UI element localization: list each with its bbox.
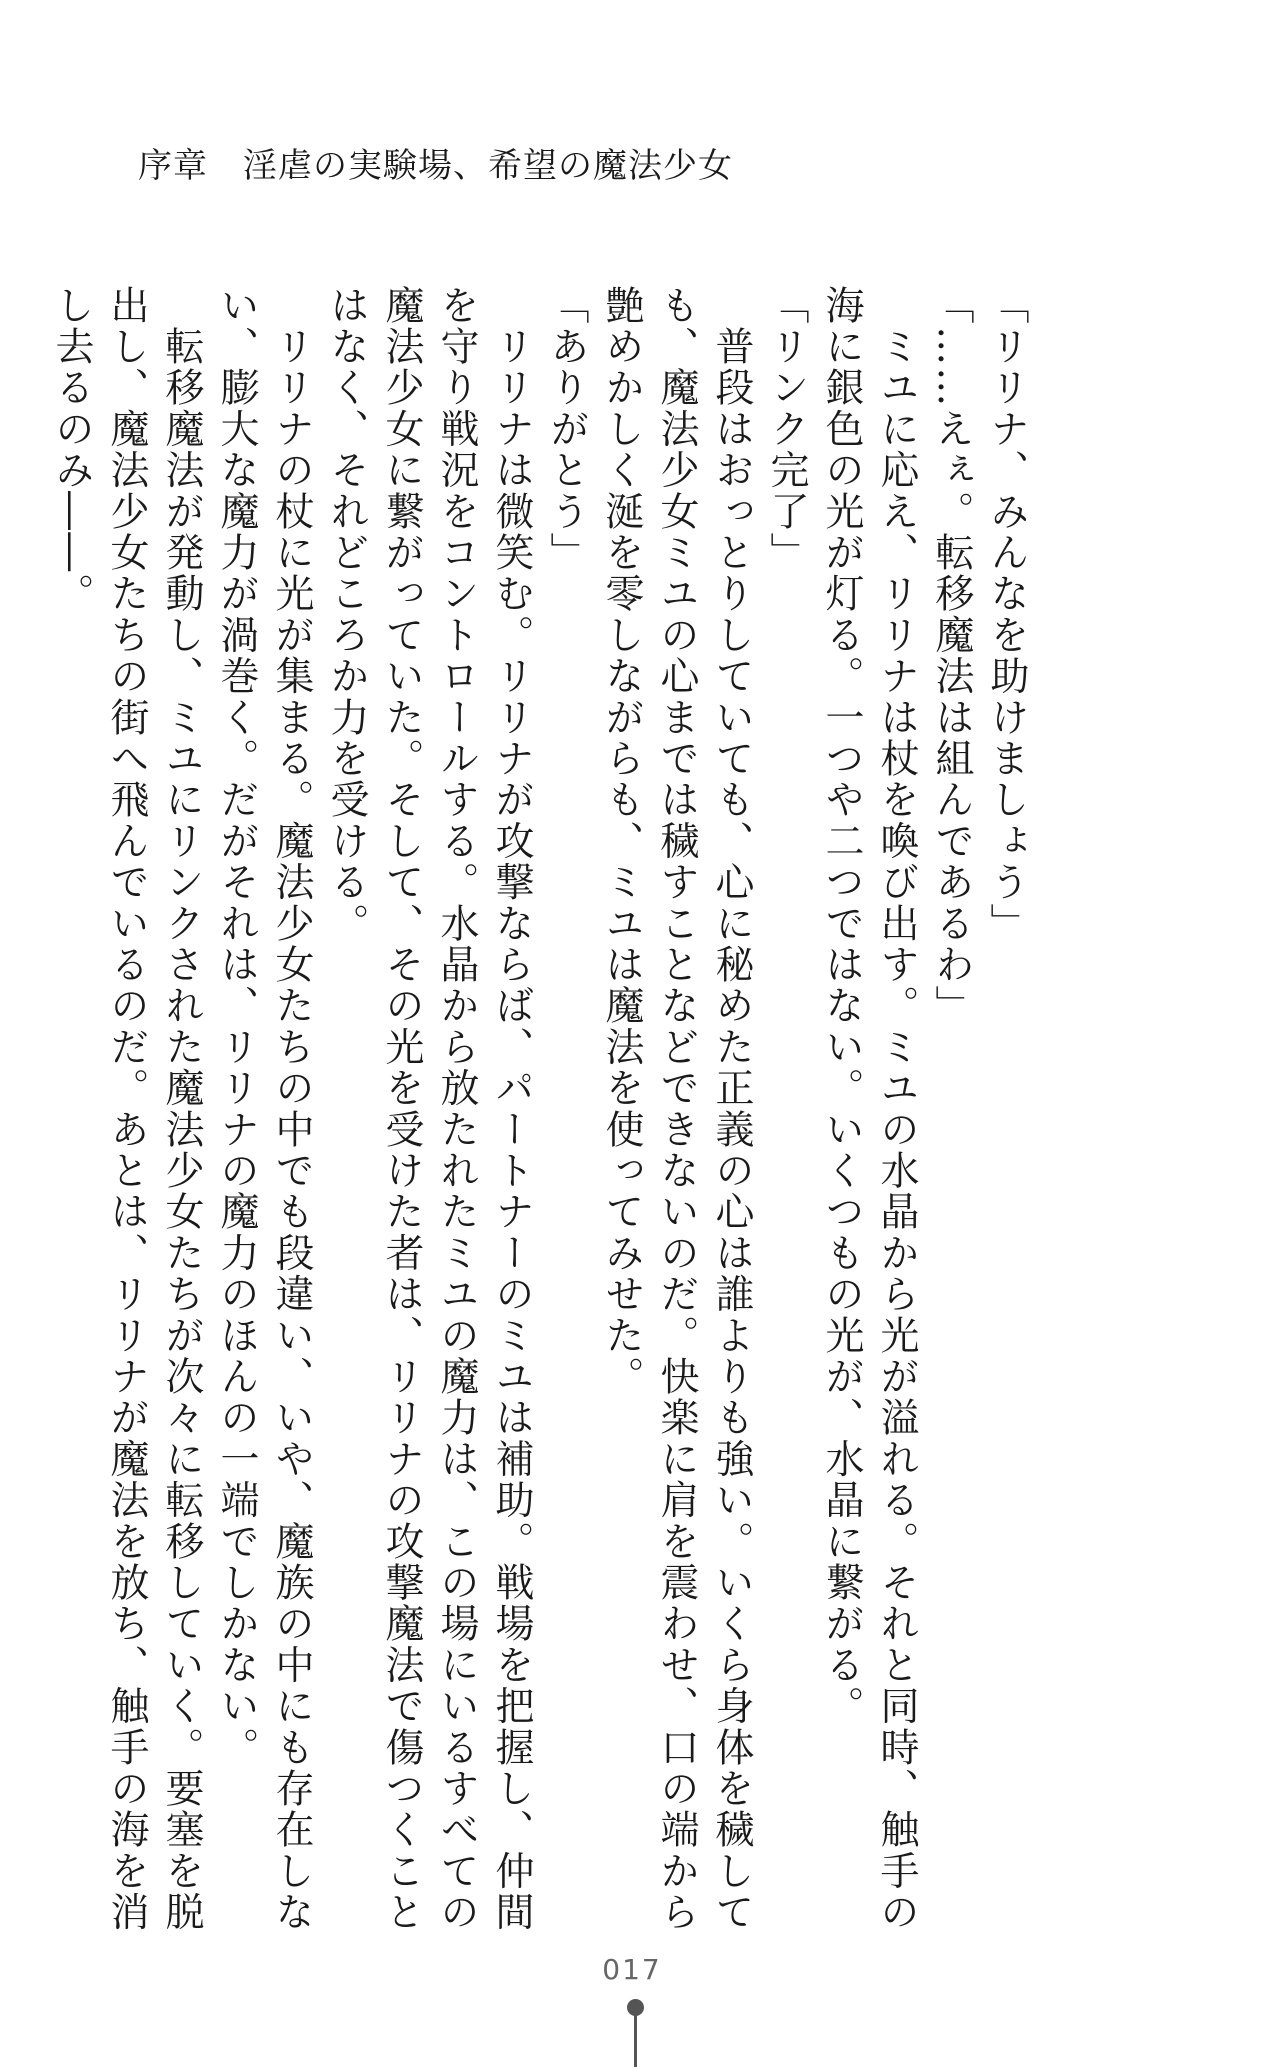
text-line: 転移魔法が発動し、ミユにリンクされた魔法少女たちが次々に転移していく。要塞を脱 — [159, 285, 204, 1933]
chapter-title: 序章 淫虐の実験場、希望の魔法少女 — [138, 146, 733, 186]
text-line: 普段はおっとりしていても、心に秘めた正義の心は誰よりも強い。いくら身体を穢して — [709, 285, 754, 1933]
text-line: リリナの杖に光が集まる。魔法少女たちの中でも段違い、いや、魔族の中にも存在しな — [269, 285, 314, 1933]
text-line: 「リンク完了」 — [764, 285, 809, 574]
body-text — [49, 285, 1034, 1933]
text-line: はなく、それどころか力を受ける。 — [324, 285, 369, 945]
text-line: 艶めかしく涎を零しながらも、ミユは魔法を使ってみせた。 — [599, 285, 644, 1398]
text-line: 魔法少女に繋がっていた。そして、その光を受けた者は、リリナの攻撃魔法で傷つくこと — [379, 285, 424, 1933]
text-line: も、魔法少女ミユの心までは穢すことなどできないのだ。快楽に肩を震わせ、口の端から — [654, 285, 699, 1933]
page-number: 017 — [602, 1953, 662, 1986]
text-line: 海に銀色の光が灯る。一つや二つではない。いくつもの光が、水晶に繋がる。 — [819, 285, 864, 1727]
text-line: い、膨大な魔力が渦巻く。だがそれは、リリナの魔力のほんの一端でしかない。 — [214, 285, 259, 1769]
text-line: ミユに応え、リリナは杖を喚び出す。ミユの水晶から光が溢れる。それと同時、触手の — [874, 285, 919, 1933]
text-line: 出し、魔法少女たちの街へ飛んでいるのだ。あとは、リリナが魔法を放ち、触手の海を消 — [104, 285, 149, 1933]
text-line: 「リリナ、みんなを助けましょう」 — [984, 285, 1029, 945]
text-line: し去るのみ――。 — [49, 285, 94, 615]
text-line: 「ありがとう」 — [544, 285, 589, 574]
page-footer — [0, 1953, 1264, 1986]
text-line: リリナは微笑む。リリナが攻撃ならば、パートナーのミユは補助。戦場を把握し、仲間 — [489, 285, 534, 1933]
text-line: を守り戦況をコントロールする。水晶から放たれたミユの魔力は、この場にいるすべての — [434, 285, 479, 1933]
text-line: 「……えぇ。転移魔法は組んであるわ」 — [929, 285, 974, 1027]
footer-vertical-rule — [634, 2014, 637, 2067]
